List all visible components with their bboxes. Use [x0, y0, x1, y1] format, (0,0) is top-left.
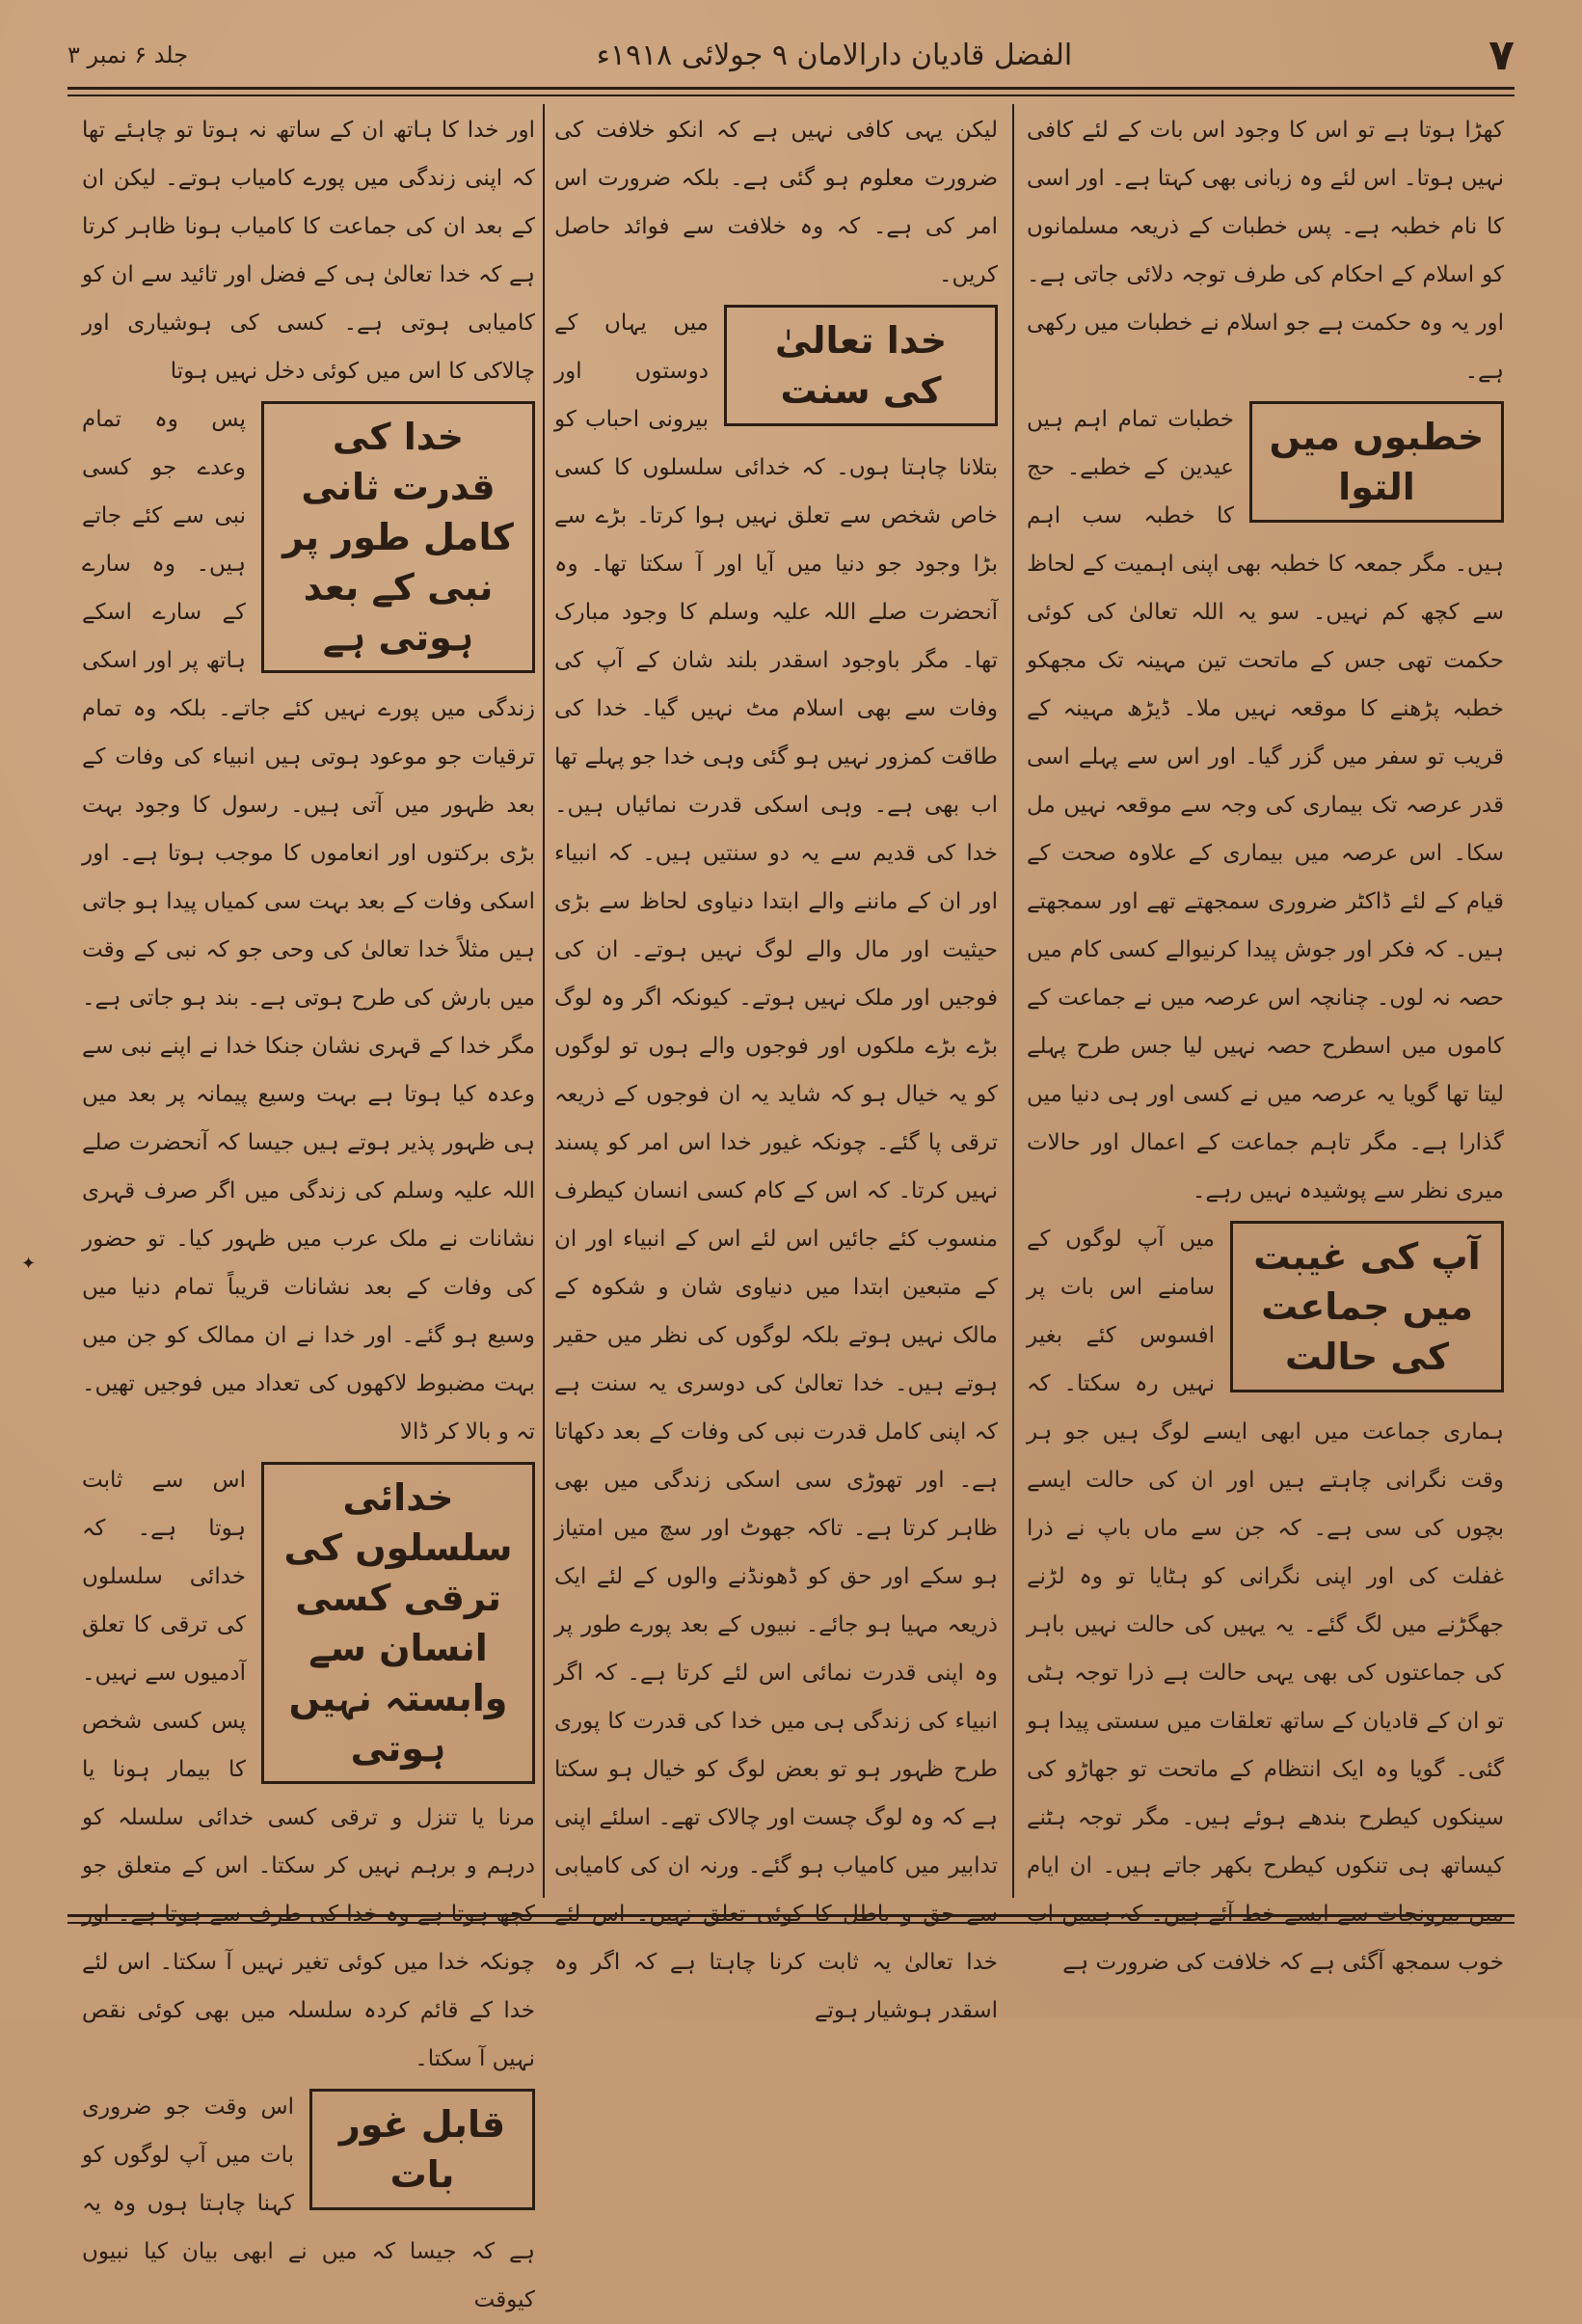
- masthead-rule-thin: [67, 95, 1515, 96]
- paragraph: کھڑا ہوتا ہے تو اس کا وجود اس بات کے لئے کافی نہیں ہوتا۔ اس لئے وہ زبانی بھی کہتا ہے۔ اور اسی کا نام خطبہ ہے۔ پس خطبات کے ذریعہ مسلمانوں کو اسلام کے احکام کی طرف توجہ دلائی جاتی ہے۔ اور یہ وہ حکمت ہے جو اسلام نے خطبات میں رکھی ہے۔: [1027, 118, 1504, 384]
- paragraph: لیکن یہی کافی نہیں ہے کہ انکو خلافت کی ضرورت معلوم ہو گئی ہے۔ بلکہ ضرورت اس امر کی ہے۔ کہ وہ خلافت سے فوائد حاصل کریں۔: [554, 118, 998, 287]
- section-heading: خدا کی قدرت ثانی کامل طور پر نبی کے بعد ہوتی ہے: [261, 401, 535, 673]
- section-heading: قابل غور بات: [309, 2089, 535, 2210]
- paragraph: اس وقت جو ضروری بات میں آپ لوگوں کو کہنا چاہتا ہوں وہ یہ ہے کہ جیسا کہ میں نے ابھی بیان کیا نبیوں کیوقت: [82, 2094, 535, 2312]
- section-heading: آپ کی غیبت میں جماعت کی حالت: [1230, 1221, 1504, 1392]
- column-middle: [554, 106, 998, 2023]
- paragraph: اور خدا کا ہاتھ ان کے ساتھ نہ ہوتا تو چاہئے تھا کہ اپنی زندگی میں پورے کامیاب ہوتے۔ لیکن ان کے بعد ان کی جماعت کا کامیاب ہونا ظاہر کرتا ہے کہ خدا تعالیٰ ہی کے فضل اور تائید سے ان کو کامیابی ہوتی ہے۔ کسی کی ہوشیاری اور چالاکی کا اس میں کوئی دخل نہیں ہوتا: [82, 118, 535, 384]
- column-divider: [1012, 104, 1014, 1898]
- paragraph: میں آپ لوگوں کے سامنے اس بات پر افسوس کئے بغیر نہیں رہ سکتا۔ کہ ہماری جماعت میں ابھی ایسے لوگ ہیں جو ہر وقت نگرانی چاہتے ہیں اور ان کی حالت ایسے بچوں کی سی ہے۔ کہ جن سے ماں باپ نے ذرا غفلت کی اور اپنی نگرانی کو ہٹایا تو وہ لڑنے جھگڑنے میں لگ گئے۔ یہ یہیں کی حالت نہیں باہر کی جماعتوں کی بھی یہی حالت ہے ذرا توجہ ہٹی تو ان کے قادیان کے ساتھ تعلقات میں سستی پیدا ہو گئی۔ گویا وہ ایک انتظام کے ماتحت تو جھاڑو کی سینکوں کیطرح بندھے ہوئے ہیں۔ مگر توجہ ہٹنے کیساتھ ہی تنکوں کیطرح بکھر جاتے ہیں۔ ان ایام میں بیرونجات سے ایسے خط آئے ہیں۔ کہ ہمیں اب خوب سمجھ آگئی ہے کہ خلافت کی ضرورت ہے: [1027, 1227, 1504, 1975]
- footer-rule: [67, 1914, 1515, 1917]
- paragraph: میں یہاں کے دوستوں اور بیرونی احباب کو بتلانا چاہتا ہوں۔ کہ خدائی سلسلوں کا کسی خاص شخص سے تعلق نہیں ہوا کرتا۔ بڑے سے بڑا وجود جو دنیا میں آیا اور آ سکتا تھا۔ وہ آنحضرت صلے اللہ علیہ وسلم کا وجود مبارک تھا۔ مگر باوجود اسقدر بلند شان کے آپ کی وفات سے بھی اسلام مٹ نہیں گیا۔ خدا کی طاقت کمزور نہیں ہو گئی وہی خدا جو پہلے تھا اب بھی ہے۔ وہی اسکی قدرت نمائیاں ہیں۔ خدا کی قدیم سے یہ دو سنتیں ہیں۔ کہ انبیاء اور ان کے ماننے والے ابتدا دنیاوی لحاظ سے بڑی حیثیت اور مال والے لوگ نہیں ہوتے۔ ان کی فوجیں اور ملک نہیں ہوتے۔ کیونکہ اگر وہ لوگ بڑے بڑے ملکوں اور فوجوں والے ہوں تو لوگوں کو یہ خیال ہو کہ شاید یہ ان فوجوں کے ذریعہ ترقی پا گئے۔ چونکہ غیور خدا اس امر کو پسند نہیں کرتا۔ کہ اس کے کام کسی انسان کیطرف منسوب کئے جائیں اس لئے اس کے انبیاء اور ان کے متبعین ابتدا میں دنیاوی شان و شکوہ کے مالک نہیں ہوتے بلکہ لوگوں کی نظر میں حقیر ہوتے ہیں۔ خدا تعالیٰ کی دوسری یہ سنت ہے کہ اپنی کامل قدرت نبی کی وفات کے بعد دکھاتا ہے۔ اور تھوڑی سی اسکی زندگی میں بھی ظاہر کرتا ہے۔ تاکہ جھوٹ اور سچ میں امتیاز ہو سکے اور حق کو ڈھونڈنے والوں کے لئے ایک ذریعہ مہیا ہو جائے۔ نبیوں کے بعد پورے طور پر وہ اپنی قدرت نمائی اس لئے کرتا ہے۔ کہ اگر انبیاء کی زندگی ہی میں خدا کی قدرت کا پوری طرح ظہور ہو تو بعض لوگ کو خیال ہو سکتا ہے کہ وہ لوگ چست اور چالاک تھے۔ اسلئے اپنی تدابیر میں کامیاب ہو گئے۔ ورنہ ان کی کامیابی سے حق و باطل کا کوئی تعلق نہیں۔ اس لئے خدا تعالیٰ یہ ثابت کرنا چاہتا ہے کہ اگر وہ اسقدر ہوشیار ہوتے: [554, 311, 998, 2023]
- masthead-rule: [67, 87, 1515, 90]
- column-right: [1027, 106, 1504, 1975]
- paragraph: اس سے ثابت ہوتا ہے۔ کہ خدائی سلسلوں کی ترقی کا تعلق آدمیوں سے نہیں۔ پس کسی شخص کا بیمار ہونا یا مرنا یا تنزل و ترقی کسی خدائی سلسلہ کو درہم و برہم نہیں کر سکتا۔ اس کے متعلق جو کچھ ہوتا ہے وہ خدا کی طرف سے ہوتا ہے۔ اور چونکہ خدا میں کوئی تغیر نہیں آ سکتا۔ اس لئے خدا کے قائم کردہ سلسلہ میں بھی کوئی نقص نہیں آ سکتا۔: [82, 1468, 535, 2071]
- section-heading: خدا تعالیٰ کی سنت: [724, 305, 998, 426]
- masthead: [67, 27, 1515, 83]
- margin-mark: ✦: [21, 1254, 37, 1274]
- paragraph: پس وہ تمام وعدے جو کسی نبی سے کئے جاتے ہیں۔ وہ سارے کے سارے اسکے ہاتھ پر اور اسکی زندگی میں پورے نہیں کئے جاتے۔ بلکہ وہ تمام ترقیات جو موعود ہوتی ہیں انبیاء کی وفات کے بعد ظہور میں آتی ہیں۔ رسول کا وجود بہت بڑی برکتوں اور انعاموں کا موجب ہوتا ہے۔ اور اسکی وفات کے بعد بہت سی کمیاں پیدا ہو جاتی ہیں مثلاً خدا تعالیٰ کی وحی جو کہ نبی کے وقت میں بارش کی طرح ہوتی ہے۔ بند ہو جاتی ہے۔ مگر خدا کے قہری نشان جنکا خدا نے اپنے نبی سے وعدہ کیا ہوتا ہے بہت وسیع پیمانہ پر بعد میں ہی ظہور پذیر ہوتے ہیں جیسا کہ آنحضرت صلے اللہ علیہ وسلم کی زندگی میں اگر صرف قہری نشانات نے ملک عرب میں ظہور کیا۔ تو حضور کی وفات کے بعد نشانات قریباً تمام دنیا میں وسیع ہو گئے۔ اور خدا نے ان ممالک کو جن میں بہت مضبوط لاکھوں کی تعداد میں فوجیں تھیں۔ تہ و بالا کر ڈالا: [82, 407, 535, 1445]
- column-left: [82, 106, 535, 2312]
- column-divider: [543, 104, 545, 1898]
- section-heading: خطبوں میں التوا: [1249, 401, 1504, 523]
- paragraph: خطبات تمام اہم ہیں عیدین کے خطبے۔ حج کا خطبہ سب اہم ہیں۔ مگر جمعہ کا خطبہ بھی اپنی اہمیت کے لحاظ سے کچھ کم نہیں۔ سو یہ اللہ تعالیٰ کی کوئی حکمت تھی جس کے ماتحت تین مہینہ تک مجھکو خطبہ پڑھنے کا موقعہ نہیں ملا۔ ڈیڑھ مہینہ کے قریب تو سفر میں گزر گیا۔ اور اس سے پہلے اسی قدر عرصہ تک بیماری کی وجہ سے موقعہ نہیں مل سکا۔ اس عرصہ میں بیماری کے علاوہ صحت کے قیام کے لئے ڈاکٹر ضروری سمجھتے تھے اور سمجھتے ہیں۔ کہ فکر اور جوش پیدا کرنیوالے کسی کام میں حصہ نہ لوں۔ چنانچہ اس عرصہ میں نے جماعت کے کاموں میں اسطرح حصہ نہیں لیا جس طرح پہلے لیتا تھا گویا یہ عرصہ میں نے کسی اور ہی دنیا میں گذارا ہے۔ مگر تاہم جماعت کے اعمال اور حالات میری نظر سے پوشیدہ نہیں رہے۔: [1027, 407, 1504, 1203]
- newspaper-title: الفضل قادیان دارالامان ۹ جولائی ۱۹۱۸ء: [596, 38, 1073, 72]
- volume-number: جلد ۶ نمبر ۳: [67, 41, 189, 68]
- page-number: ۷: [1488, 30, 1515, 80]
- footer-rule-thin: [67, 1922, 1515, 1924]
- section-heading: خدائی سلسلوں کی ترقی کسی انسان سے وابستہ نہیں ہوتی: [261, 1462, 535, 1784]
